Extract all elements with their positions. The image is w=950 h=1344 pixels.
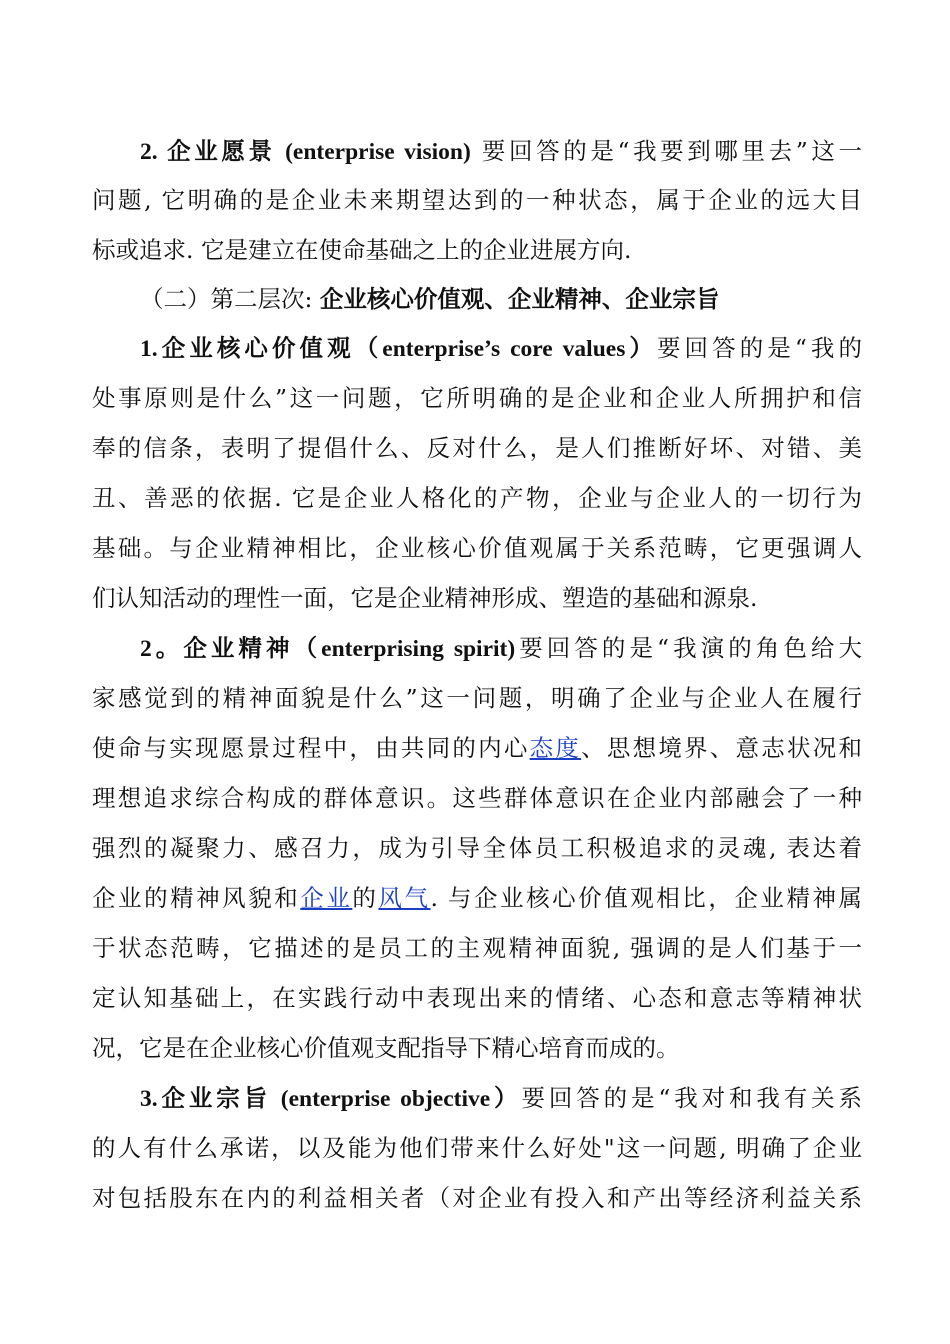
section-heading [140, 279, 862, 319]
section-title: 企业核心价值观、企业精神、企业宗旨 [319, 287, 720, 313]
spirit-line-3 [92, 728, 862, 768]
objective-line-1 [140, 1078, 862, 1118]
core-values-line-1 [140, 328, 862, 368]
spirit-text: 要回答的是“我演的角色给大 [515, 634, 862, 662]
spirit-line-4: 理想追求综合构成的群体意识。这些群体意识在企业内部融会了一种 [92, 784, 862, 812]
core-values-line-4: 丑、善恶的依据. 它是企业人格化的产物，企业与企业人的一切行为 [92, 484, 862, 512]
core-values-line-2: 处事原则是什么”这一问题，它所明确的是企业和企业人所拥护和信 [92, 384, 862, 412]
objective-line-3: 对包括股东在内的利益相关者（对企业有投入和产出等经济利益关系 [92, 1184, 862, 1212]
vision-text: 要回答的是“我要到哪里去”这一 [470, 137, 863, 165]
spirit-heading: 2。企业精神（enterprising spirit) [140, 636, 516, 662]
core-values-line-5: 基础。与企业精神相比，企业核心价值观属于关系范畴，它更强调人 [92, 534, 862, 562]
objective-text: 要回答的是“我对和我有关系 [521, 1084, 862, 1112]
spirit-line-7: 于状态范畴，它描述的是员工的主观精神面貌, 强调的是人们基于一 [92, 934, 862, 962]
spirit-line-9: 况，它是在企业核心价值观支配指导下精心培育而成的。 [92, 1034, 680, 1062]
spirit-line-6-text-c: . 与企业核心价值观相比，企业精神属 [430, 884, 863, 912]
spirit-line-6-text-a: 企业的精神风貌和 [92, 884, 301, 912]
section-prefix: （二）第二层次: [140, 285, 320, 313]
enterprise-link[interactable]: 企业 [300, 884, 353, 912]
vision-line-3: 标或追求. 它是建立在使命基础之上的企业进展方向. [92, 236, 632, 264]
spirit-line-6-text-b: 的 [352, 884, 379, 912]
core-values-line-3: 奉的信条，表明了提倡什么、反对什么，是人们推断好坏、对错、美 [92, 434, 862, 462]
atmosphere-link[interactable]: 风气 [378, 884, 431, 912]
vision-line-2: 问题, 它明确的是企业未来期望达到的一种状态，属于企业的远大目 [92, 186, 862, 214]
spirit-line-2: 家感觉到的精神面貌是什么”这一问题，明确了企业与企业人在履行 [92, 684, 862, 712]
spirit-line-1 [140, 628, 862, 668]
objective-heading: 3.企业宗旨 (enterprise objective） [140, 1086, 522, 1112]
spirit-line-6 [92, 878, 862, 918]
spirit-line-5: 强烈的凝聚力、感召力，成为引导全体员工积极追求的灵魂, 表达着 [92, 834, 862, 862]
core-values-text: 要回答的是“我的 [656, 334, 862, 362]
attitude-link[interactable]: 态度 [529, 734, 582, 762]
spirit-line-3-text-b: 、思想境界、意志状况和 [581, 734, 863, 762]
core-values-heading: 1.企业核心价值观（enterprise’s core values） [140, 336, 657, 362]
vision-line-1 [140, 131, 862, 171]
objective-line-2: 的人有什么承诺，以及能为他们带来什么好处"这一问题, 明确了企业 [92, 1134, 862, 1162]
core-values-line-6: 们认知活动的理性一面，它是企业精神形成、塑造的基础和源泉. [92, 584, 758, 612]
vision-heading: 2. 企业愿景 (enterprise vision) [140, 139, 471, 165]
spirit-line-8: 定认知基础上，在实践行动中表现出来的情绪、心态和意志等精神状 [92, 984, 862, 1012]
spirit-line-3-text-a: 使命与实现愿景过程中，由共同的内心 [92, 734, 530, 762]
